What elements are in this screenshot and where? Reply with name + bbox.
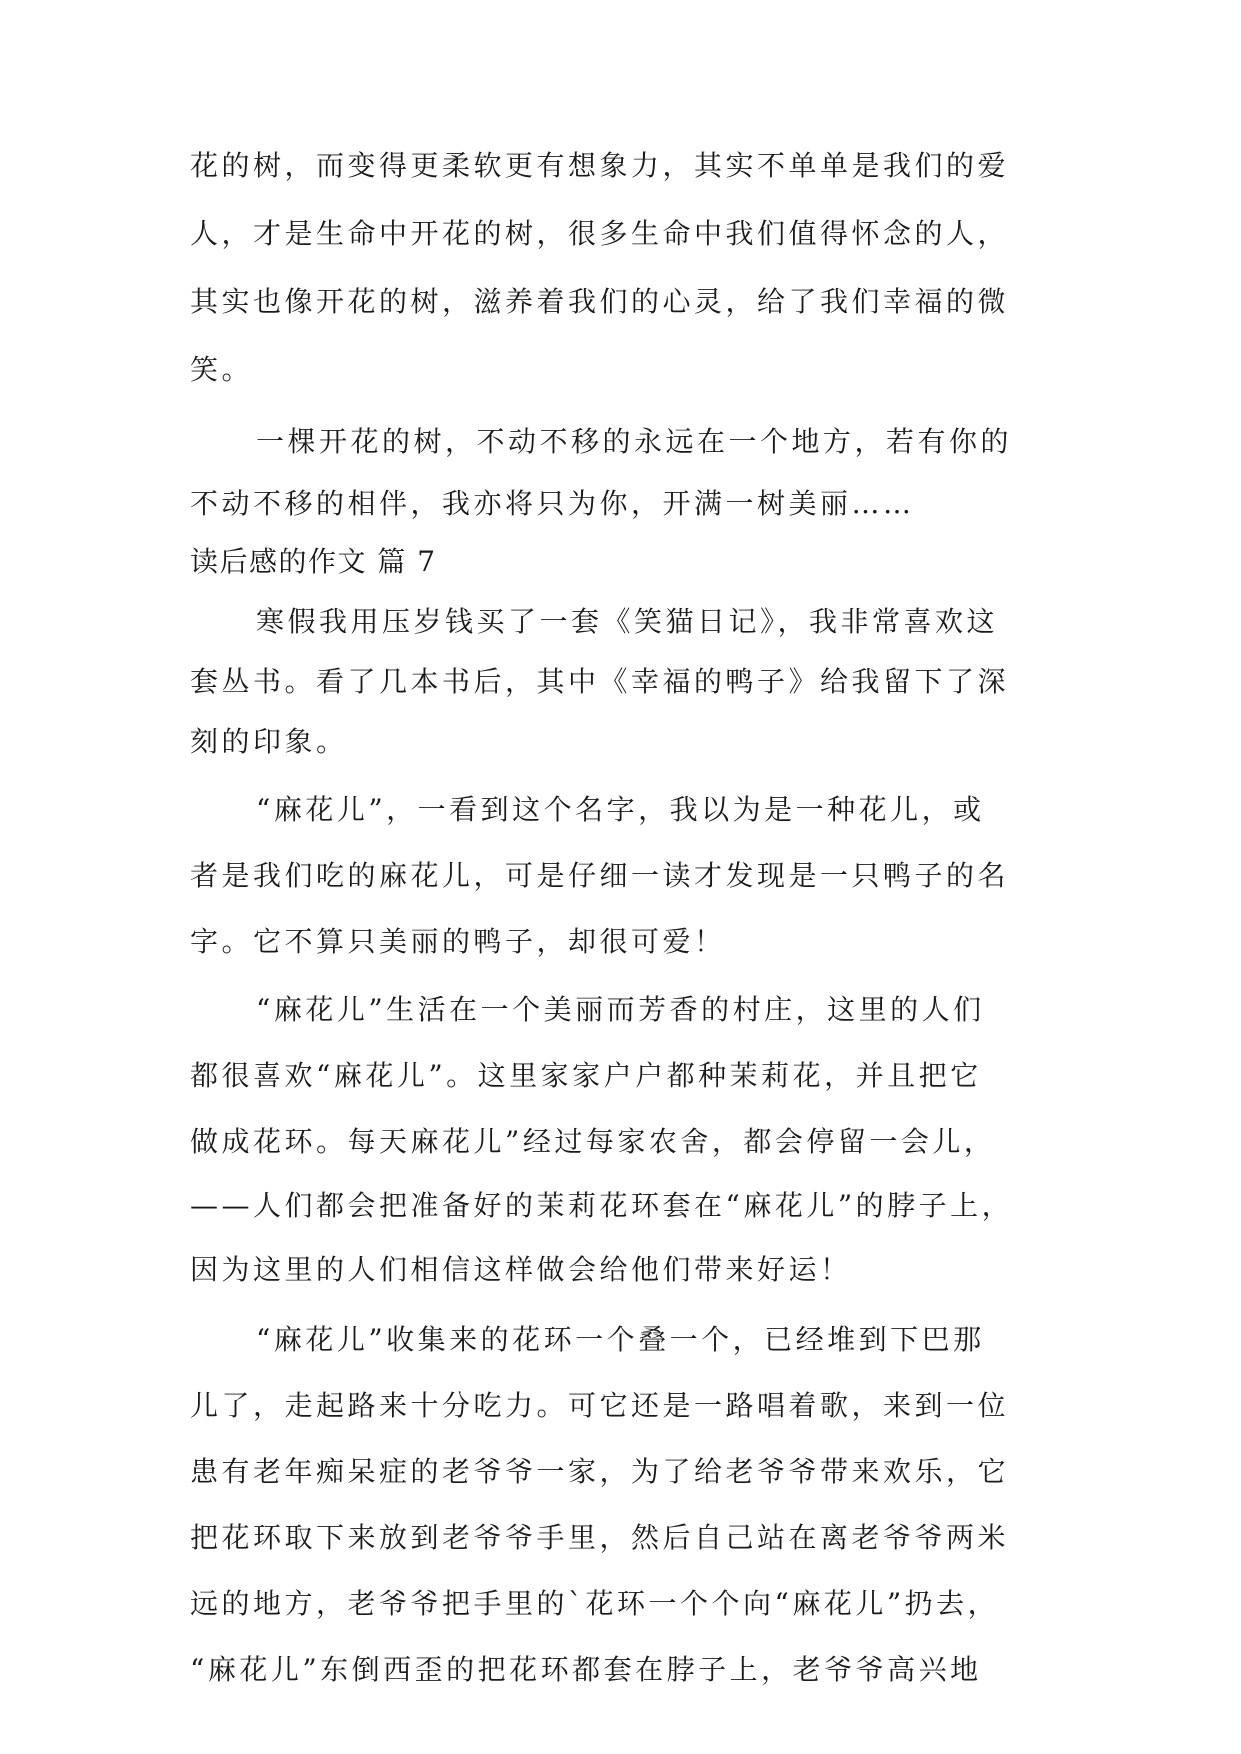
text-line: 人，才是生命中开花的树，很多生命中我们值得怀念的人， (190, 217, 1010, 250)
text-line: 因为这里的人们相信这样做会给他们带来好运！ (190, 1253, 852, 1286)
text-line: 花的树，而变得更柔软更有想象力，其实不单单是我们的爱 (190, 149, 1010, 182)
text-line: 都很喜欢“麻花儿”。这里家家户户都种茉莉花，并且把它 (190, 1059, 982, 1092)
text-line: “麻花儿”东倒西歪的把花环都套在脖子上，老爷爷高兴地 (190, 1653, 982, 1686)
text-line: 笑。 (190, 353, 254, 386)
text-line: “麻花儿”收集来的花环一个叠一个，已经堆到下巴那 (256, 1323, 985, 1356)
text-line: ——人们都会把准备好的茉莉花环套在“麻花儿”的脖子上， (190, 1189, 1014, 1222)
section-heading: 读后感的作文 篇 7 (190, 545, 437, 578)
text-line: 套丛书。看了几本书后，其中《幸福的鸭子》给我留下了深 (190, 665, 1010, 698)
text-line: 把花环取下来放到老爷爷手里，然后自己站在离老爷爷两米 (190, 1521, 1010, 1554)
text-line: 做成花环。每天麻花儿”经过每家农舍，都会停留一会儿， (190, 1125, 996, 1158)
text-line: 者是我们吃的麻花儿，可是仔细一读才发现是一只鸭子的名 (190, 859, 1010, 892)
text-line: “麻花儿”，一看到这个名字，我以为是一种花儿，或 (256, 793, 985, 826)
text-line: 一棵开花的树，不动不移的永远在一个地方，若有你的 (256, 425, 1013, 458)
text-line: 其实也像开花的树，滋养着我们的心灵，给了我们幸福的微 (190, 285, 1010, 318)
text-line: 儿了，走起路来十分吃力。可它还是一路唱着歌，来到一位 (190, 1389, 1010, 1422)
text-line: “麻花儿”生活在一个美丽而芳香的村庄，这里的人们 (256, 993, 985, 1026)
text-line: 刻的印象。 (190, 725, 348, 758)
text-line: 远的地方，老爷爷把手里的`花环一个个向“麻花儿”扔去， (190, 1587, 1000, 1620)
text-line: 患有老年痴呆症的老爷爷一家，为了给老爷爷带来欢乐，它 (190, 1455, 1010, 1488)
text-line: 寒假我用压岁钱买了一套《笑猫日记》，我非常喜欢这 (256, 605, 999, 638)
text-line: 字。它不算只美丽的鸭子，却很可爱！ (190, 925, 726, 958)
text-line: 不动不移的相伴，我亦将只为你，开满一树美丽…… (190, 487, 915, 520)
